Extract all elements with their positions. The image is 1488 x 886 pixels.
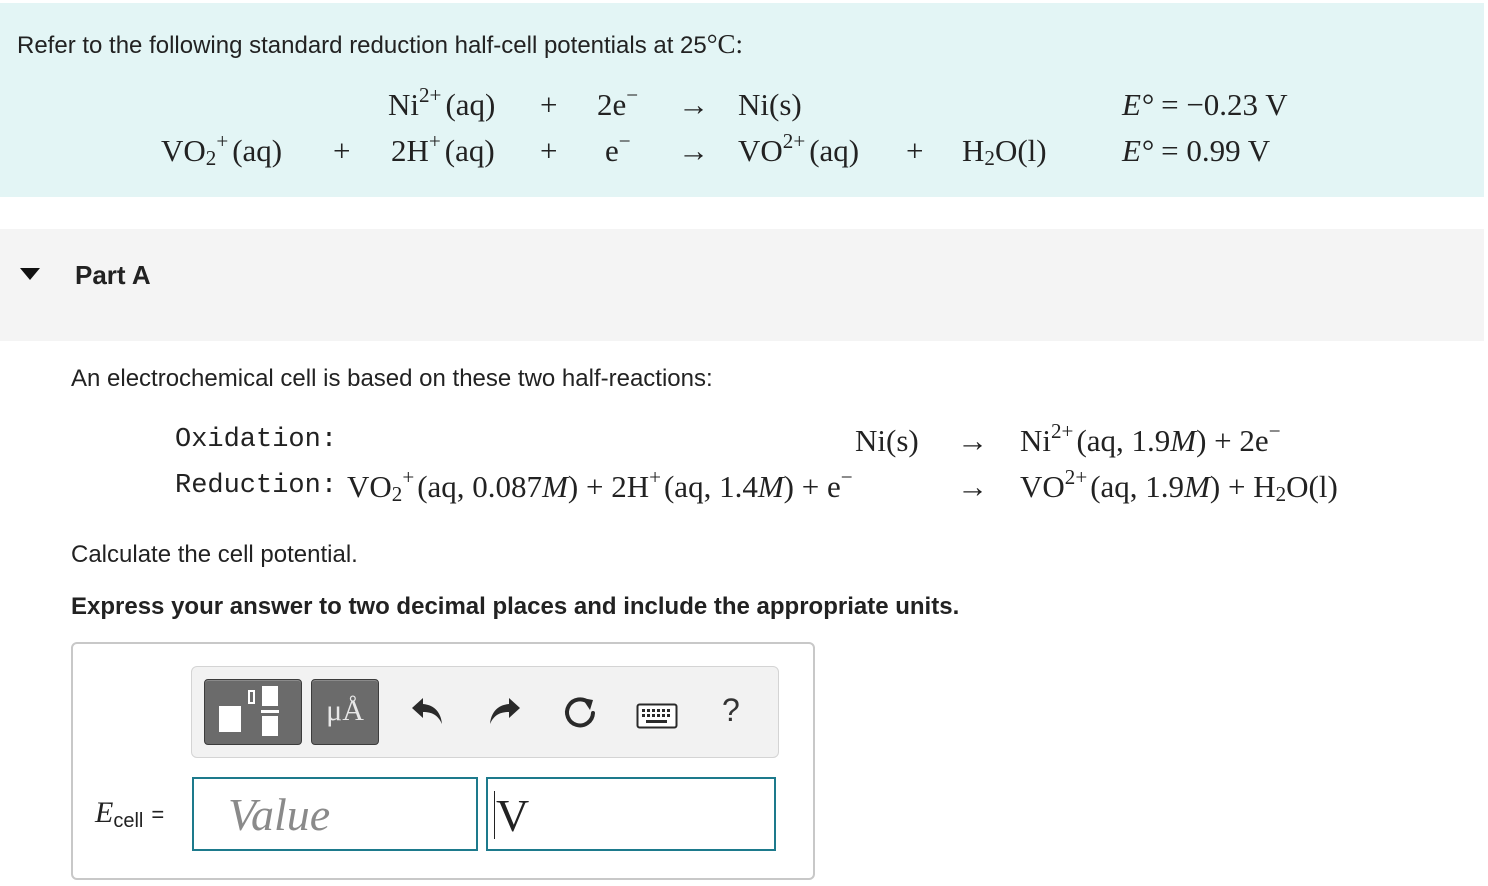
text-caret [494, 791, 495, 839]
answer-instructions: Express your answer to two decimal places and include the appropriate units. [71, 593, 960, 620]
reaction-1-plus: + [540, 87, 558, 122]
reaction-2-arrow: → [678, 133, 709, 168]
undo-icon[interactable] [410, 694, 446, 728]
part-title[interactable]: Part A [75, 260, 151, 290]
templates-button[interactable] [204, 679, 302, 745]
reaction-2-electrons: e− [605, 128, 631, 168]
redo-icon[interactable] [486, 694, 522, 728]
reaction-2-reactant: 2H+ (aq) [391, 128, 495, 168]
oxidation-lhs: Ni(s) [855, 423, 919, 458]
units-input[interactable] [486, 777, 776, 851]
reaction-1-product: Ni(s) [738, 87, 802, 122]
reaction-1-potential: E° = −0.23 V [1122, 87, 1288, 122]
oxidation-rhs: $Ni^{2+}(aq$, 1.9M) + 2e− [1020, 418, 1281, 458]
reaction-2-lhs-species: $VO_2^+$ (aq) [161, 128, 283, 171]
units-button-label: μÅ [326, 694, 364, 727]
reduction-label: Reduction: [175, 471, 338, 501]
question-description: An electrochemical cell is based on these two half-reactions: [71, 365, 713, 392]
reaction-2-lhs-plus: + [333, 133, 351, 168]
reaction-1-reactant: $Ni^{2+}$ (aq) [388, 82, 496, 122]
reset-icon[interactable] [562, 694, 600, 732]
ecell-label: $E_{cell}$ = [95, 796, 165, 832]
oxidation-label: Oxidation: [175, 425, 338, 455]
keyboard-icon[interactable] [636, 703, 678, 729]
reaction-1-arrow: → [678, 87, 709, 122]
units-input-value: V [496, 790, 530, 841]
reduction-lhs: $VO_2^+(aq$, 0.087M) + 2H+(aq, 1.4M) + e− [347, 464, 853, 507]
reaction-2-product: $VO^{2+}$ (aq) [738, 128, 860, 168]
reaction-2-potential: E° = 0.99 V [1122, 133, 1271, 168]
calculate-prompt: Calculate the cell potential. [71, 541, 358, 568]
reduction-rhs: $VO^{2+}(aq$, $1.9M) + H_2O(l)$ [1020, 464, 1338, 507]
reaction-2-plus-2: + [906, 133, 924, 168]
oxidation-arrow: → [957, 423, 988, 458]
reaction-2-product-2: $H_2O(l)$ [962, 133, 1047, 171]
part-a-header[interactable] [0, 229, 1484, 341]
collapse-caret-icon[interactable] [20, 268, 40, 280]
reduction-arrow: → [957, 469, 988, 504]
intro-text: Refer to the following standard reduction half-cell potentials at 25°C: [17, 29, 744, 59]
reaction-1-electrons: 2e− [597, 82, 639, 122]
help-button[interactable]: ? [722, 692, 740, 728]
value-input[interactable] [192, 777, 478, 851]
units-button[interactable] [311, 679, 379, 745]
reaction-2-plus: + [540, 133, 558, 168]
